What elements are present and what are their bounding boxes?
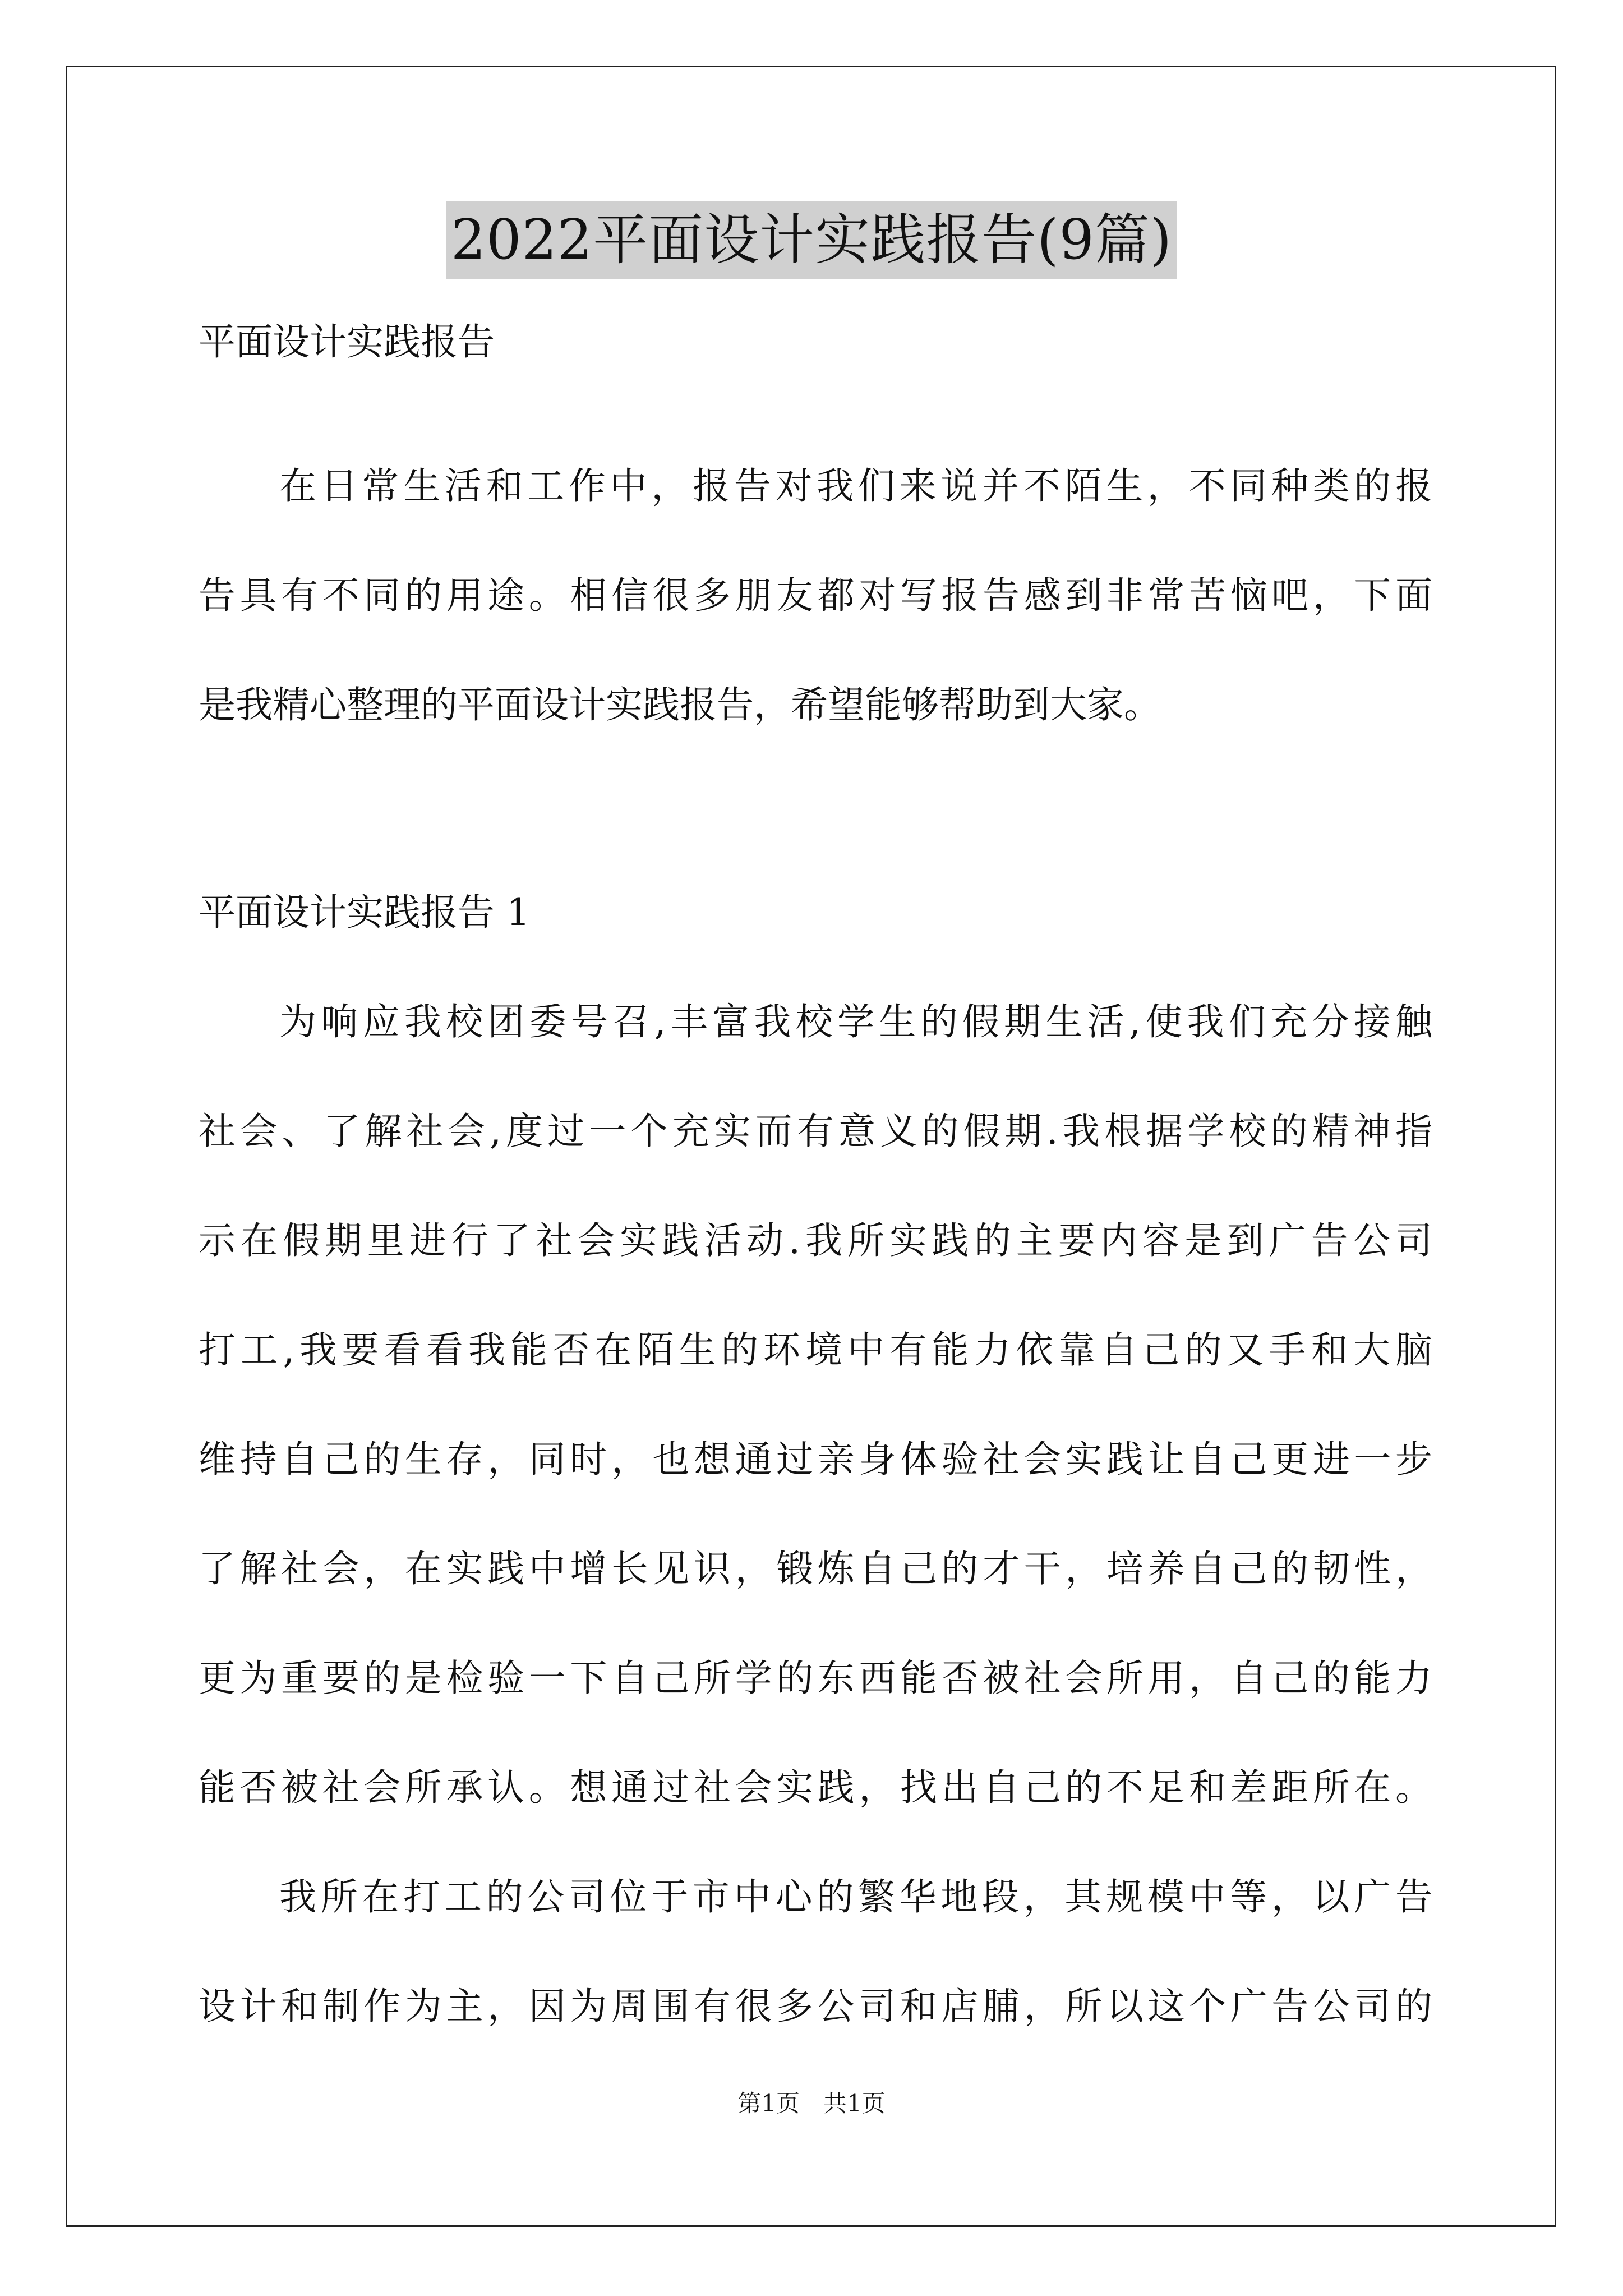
para1-line-3: 示在假期里进行了社会实践活动.我所实践的主要内容是到广告公司 bbox=[199, 1219, 1432, 1262]
para1-line-6: 了解社会，在实践中增长见识，锻炼自己的才干，培养自己的韧性， bbox=[199, 1547, 1432, 1590]
para1-line-7: 更为重要的是检验一下自己所学的东西能否被社会所用，自己的能力 bbox=[199, 1657, 1432, 1700]
para1-line-4: 打工,我要看看我能否在陌生的环境中有能力依靠自己的又手和大脑 bbox=[199, 1328, 1432, 1372]
para1-line-1: 为响应我校团委号召,丰富我校学生的假期生活,使我们充分接触 bbox=[279, 1000, 1432, 1043]
title-container bbox=[0, 201, 1623, 279]
intro-line-2: 告具有不同的用途。相信很多朋友都对写报告感到非常苦恼吧，下面 bbox=[199, 574, 1432, 617]
page-number-footer: 第1页 共1页 bbox=[737, 2090, 886, 2117]
para2-line-1: 我所在打工的公司位于市中心的繁华地段，其规模中等，以广告 bbox=[279, 1875, 1432, 1918]
intro-heading: 平面设计实践报告 bbox=[199, 320, 495, 364]
para1-line-8: 能否被社会所承认。想通过社会实践，找出自己的不足和差距所在。 bbox=[199, 1766, 1432, 1809]
section-1-heading: 平面设计实践报告 1 bbox=[199, 891, 530, 934]
intro-line-1: 在日常生活和工作中，报告对我们来说并不陌生，不同种类的报 bbox=[279, 464, 1432, 508]
document-title: 2022平面设计实践报告(9篇) bbox=[446, 201, 1177, 279]
intro-line-3: 是我精心整理的平面设计实践报告，希望能够帮助到大家。 bbox=[199, 683, 1161, 726]
para1-line-2: 社会、了解社会,度过一个充实而有意义的假期.我根据学校的精神指 bbox=[199, 1110, 1432, 1153]
para2-line-2: 设计和制作为主，因为周围有很多公司和店脯，所以这个广告公司的 bbox=[199, 1985, 1432, 2028]
para1-line-5: 维持自己的生存，同时，也想通过亲身体验社会实践让自己更进一步 bbox=[199, 1438, 1432, 1481]
